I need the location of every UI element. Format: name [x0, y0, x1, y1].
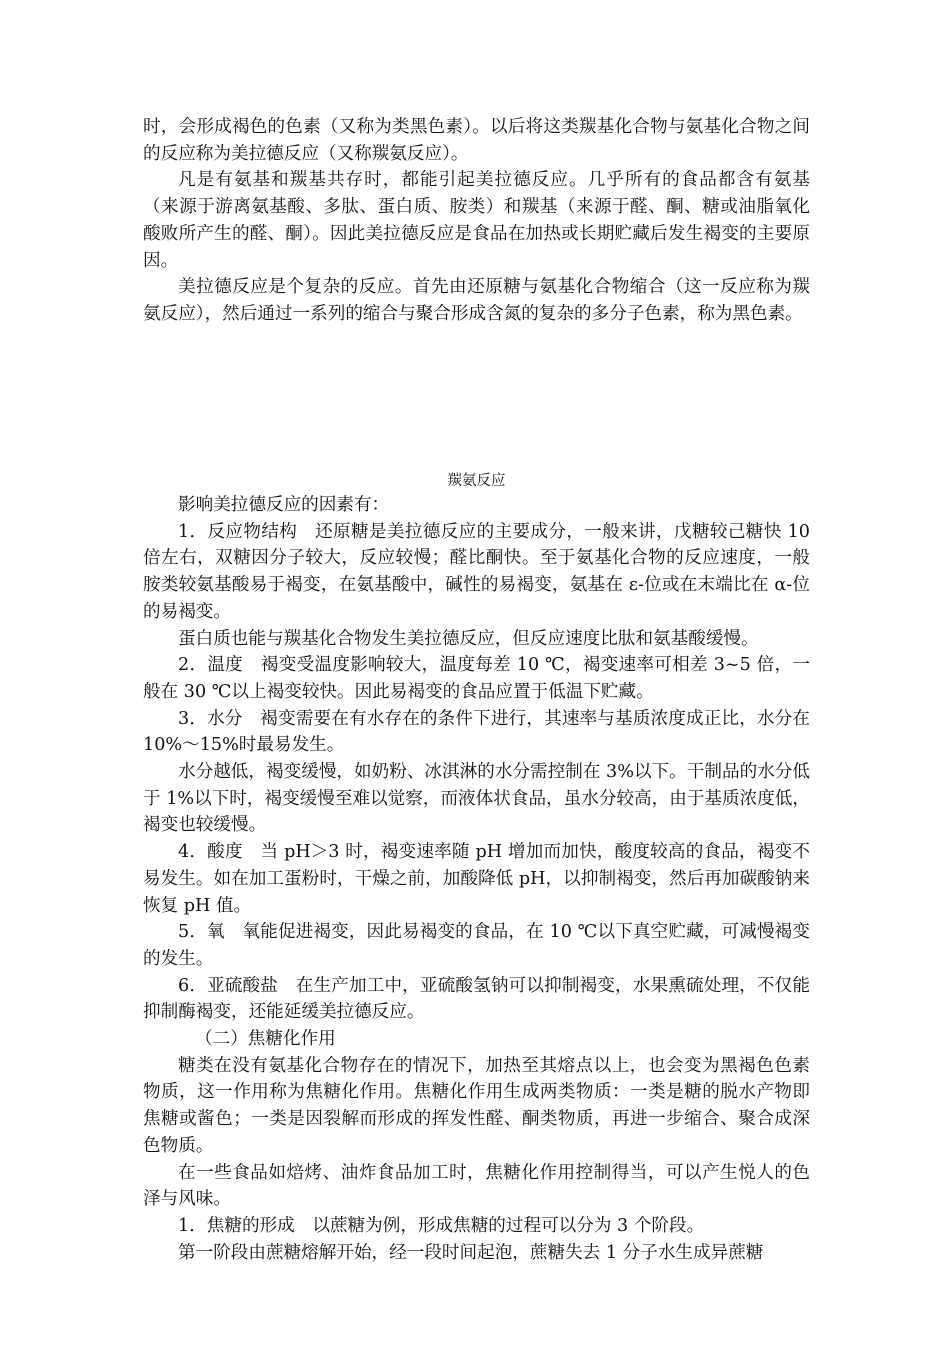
- main-text-block: [143, 492, 810, 1266]
- paragraph: 凡是有氨基和羰基共存时，都能引起美拉德反应。几乎所有的食品都含有氨基（来源于游离氨基酸、多肽、蛋白质、胺类）和羰基（来源于醛、酮、糖或油脂氧化酸败所产生的醛、酮）。因此美拉德反应是食品在加热或长期贮藏后发生褐变的主要原因。: [143, 170, 810, 271]
- paragraph: 蛋白质也能与羰基化合物发生美拉德反应，但反应速度比肽和氨基酸缓慢。: [178, 628, 759, 649]
- paragraph: 水分越低，褐变缓慢，如奶粉、冰淇淋的水分需控制在 3%以下。干制品的水分低于 1%以下时，褐变缓慢至难以觉察，而液体状食品，虽水分较高，由于基质浓度低，褐变也较缓慢。: [143, 762, 810, 836]
- paragraph: 第一阶段由蔗糖熔解开始，经一段时间起泡，蔗糖失去 1 分子水生成异蔗糖: [178, 1242, 764, 1263]
- paragraph: 美拉德反应是个复杂的反应。首先由还原糖与氨基化合物缩合（这一反应称为羰氨反应），然后通过一系列的缩合与聚合形成含氮的复杂的多分子色素，称为黑色素。: [143, 277, 810, 324]
- list-item: 6．亚硫酸盐 在生产加工中，亚硫酸氢钠可以抑制褐变，水果熏硫处理，不仅能抑制酶褐变，还能延缓美拉德反应。: [143, 975, 810, 1023]
- top-text-block: [143, 114, 810, 328]
- list-item: 1．焦糖的形成 以蔗糖为例，形成焦糖的过程可以分为 3 个阶段。: [178, 1215, 705, 1236]
- figure-caption: 羰氨反应: [447, 473, 506, 489]
- section-heading: （二）焦糖化作用: [195, 1029, 336, 1050]
- list-item: 2．温度 褐变受温度影响较大，温度每差 10 ℃，褐变速率可相差 3~5 倍，一般在 30 ℃以上褐变较快。因此易褐变的食品应置于低温下贮藏。: [143, 655, 810, 702]
- list-item: 5．氧 氧能促进褐变，因此易褐变的食品，在 10 ℃以下真空贮藏，可减慢褐变的发生。: [143, 922, 810, 969]
- list-item: 4．酸度 当 pH＞3 时，褐变速率随 pH 增加而加快，酸度较高的食品，褐变不易发生。如在加工蛋粉时，干燥之前，加酸降低 pH，以抑制褐变，然后再加碳酸钠来恢复 pH 值。: [143, 842, 810, 916]
- paragraph: 在一些食品如焙烤、油炸食品加工时，焦糖化作用控制得当，可以产生悦人的色泽与风味。: [143, 1162, 810, 1210]
- paragraph: 糖类在没有氨基化合物存在的情况下，加热至其熔点以上，也会变为黑褐色色素物质，这一作用称为焦糖化作用。焦糖化作用生成两类物质：一类是糖的脱水产物即焦糖或酱色；一类是因裂解而形成的挥发性醛、酮类物质，再进一步缩合、聚合成深色物质。: [143, 1055, 810, 1156]
- list-item: 1．反应物结构 还原糖是美拉德反应的主要成分，一般来讲，戊糖较己糖快 10 倍左右，双糖因分子较大，反应较慢；醛比酮快。至于氨基化合物的反应速度，一般胺类较氨基酸易于褐变，在氨基酸中，碱性的易褐变，氨基在 ε-位或在末端比在 α-位的易褐变。: [143, 521, 810, 622]
- paragraph: 时，会形成褐色的色素（又称为类黑色素）。以后将这类羰基化合物与氨基化合物之间的反应称为美拉德反应（又称羰氨反应）。: [143, 117, 810, 164]
- list-item: 3．水分 褐变需要在有水存在的条件下进行，其速率与基质浓度成正比，水分在 10%～15%时最易发生。: [143, 708, 810, 756]
- paragraph: 影响美拉德反应的因素有：: [178, 495, 390, 515]
